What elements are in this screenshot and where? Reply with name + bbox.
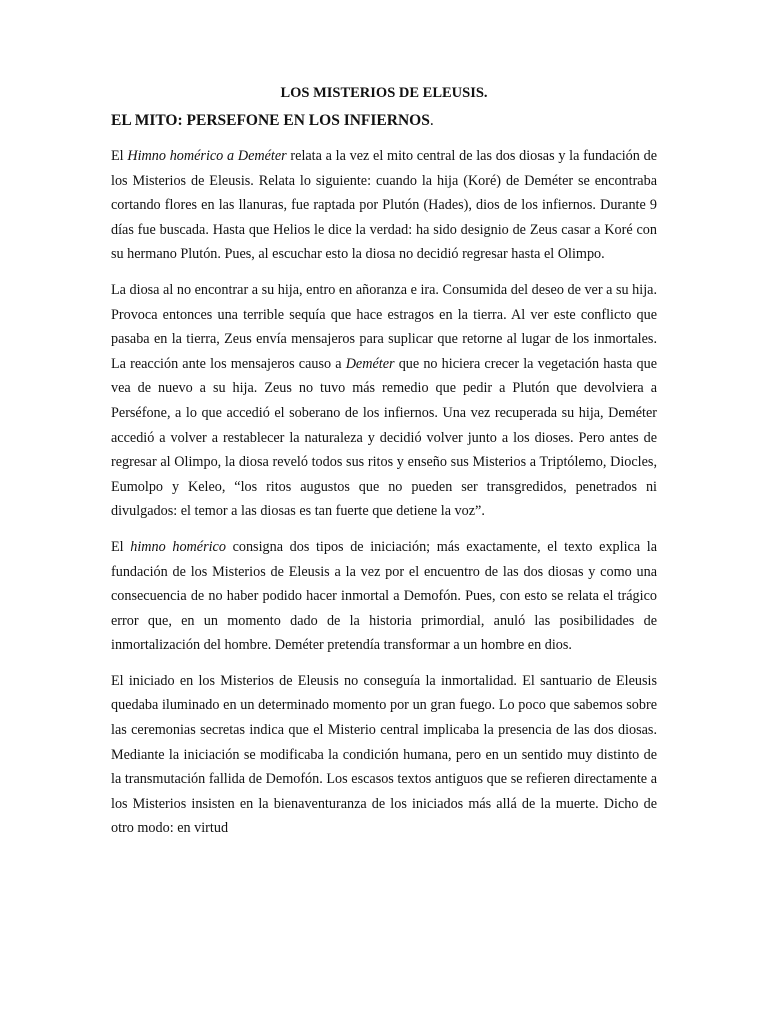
paragraph-2-run-2-italic: Deméter (345, 355, 395, 372)
paragraph-1-run-1: El (111, 148, 128, 164)
paragraph-2 (111, 278, 657, 524)
paragraph-3 (111, 535, 657, 658)
paragraph-2-run-3: que no hiciera crecer la vegetación hasta que vea de nuevo a su hija. Zeus no tuvo más remedio que pedir a Plutón que devolviera a Perséfone, a lo que accedió el soberano de los infiernos. Una vez recuperada su hija, Deméter accedió a volver a restablecer la naturaleza y decidió volver junto a los dioses. Pero antes de regresar al Olimpo, la diosa reveló todos sus ritos y enseño sus Misterios a Triptólemo, Diocles, Eumolpo y Keleo, “los ritos augustos que no pueden ser transgredidos, penetrados ni divulgados: el temor a las diosas es tan fuerte que detiene la voz”. (111, 355, 657, 520)
paragraph-4 (111, 669, 657, 841)
paragraph-4-run-1: El iniciado en los Misterios de Eleusis no conseguía la inmortalidad. El santuario de Eleusis quedaba iluminado en un determinado momento por un gran fuego. Lo poco que sabemos sobre las ceremonias secretas indica que el Misterio central implicaba la presencia de las dos diosas. Mediante la iniciación se modificaba la condición humana, pero en un sentido muy distinto de la transmutación fallida de Demofón. Los escasos textos antiguos que se refieren directamente a los Misterios insisten en la bienaventuranza de los iniciados más allá de la muerte. Dicho de otro modo: en virtud (111, 672, 657, 837)
section-heading-text: EL MITO: PERSEFONE EN LOS INFIERNOS (111, 112, 430, 129)
paragraph-1 (111, 144, 657, 267)
section-heading (111, 110, 657, 132)
document-title: LOS MISTERIOS DE ELEUSIS. (280, 85, 488, 101)
paragraph-1-run-2-italic: Himno homérico a Deméter (127, 148, 287, 164)
section-heading-period: . (429, 112, 434, 129)
paragraph-3-run-3: consigna dos tipos de iniciación; más exactamente, el texto explica la fundación de los Misterios de Eleusis a la vez por el encuentro de las dos diosas y como una consecuencia de no haber podido hacer inmortal a Demofón. Pues, con esto se relata el trágico error que, en un momento dado de la historia primordial, anuló las posibilidades de inmortalización del hombre. Deméter pretendía transformar a un hombre en dios. (111, 538, 657, 654)
paragraph-3-run-1: El (111, 538, 131, 555)
paragraph-2-run-1: La diosa al no encontrar a su hija, entro en añoranza e ira. Consumida del deseo de ver a su hija. Provoca entonces una terrible sequía que hace estragos en la tierra. Al ver este conflicto que pasaba en la tierra, Zeus envía mensajeros para suplicar que retorne al lugar de los inmortales. La reacción ante los mensajeros causo a (111, 281, 657, 372)
paragraph-3-run-2-italic: himno homérico (130, 538, 226, 555)
paragraph-1-run-3: relata a la vez el mito central de las dos diosas y la fundación de los Misterios de Eleusis. Relata lo siguiente: cuando la hija (Koré) de Deméter se encontraba cortando flores en las llanuras, fue raptada por Plutón (Hades), dios de los infiernos. Durante 9 días fue buscada. Hasta que Helios le dice la verdad: ha sido designio de Zeus casar a Koré con su hermano Plutón. Pues, al escuchar esto la diosa no decidió regresar hasta el Olimpo. (111, 148, 657, 263)
